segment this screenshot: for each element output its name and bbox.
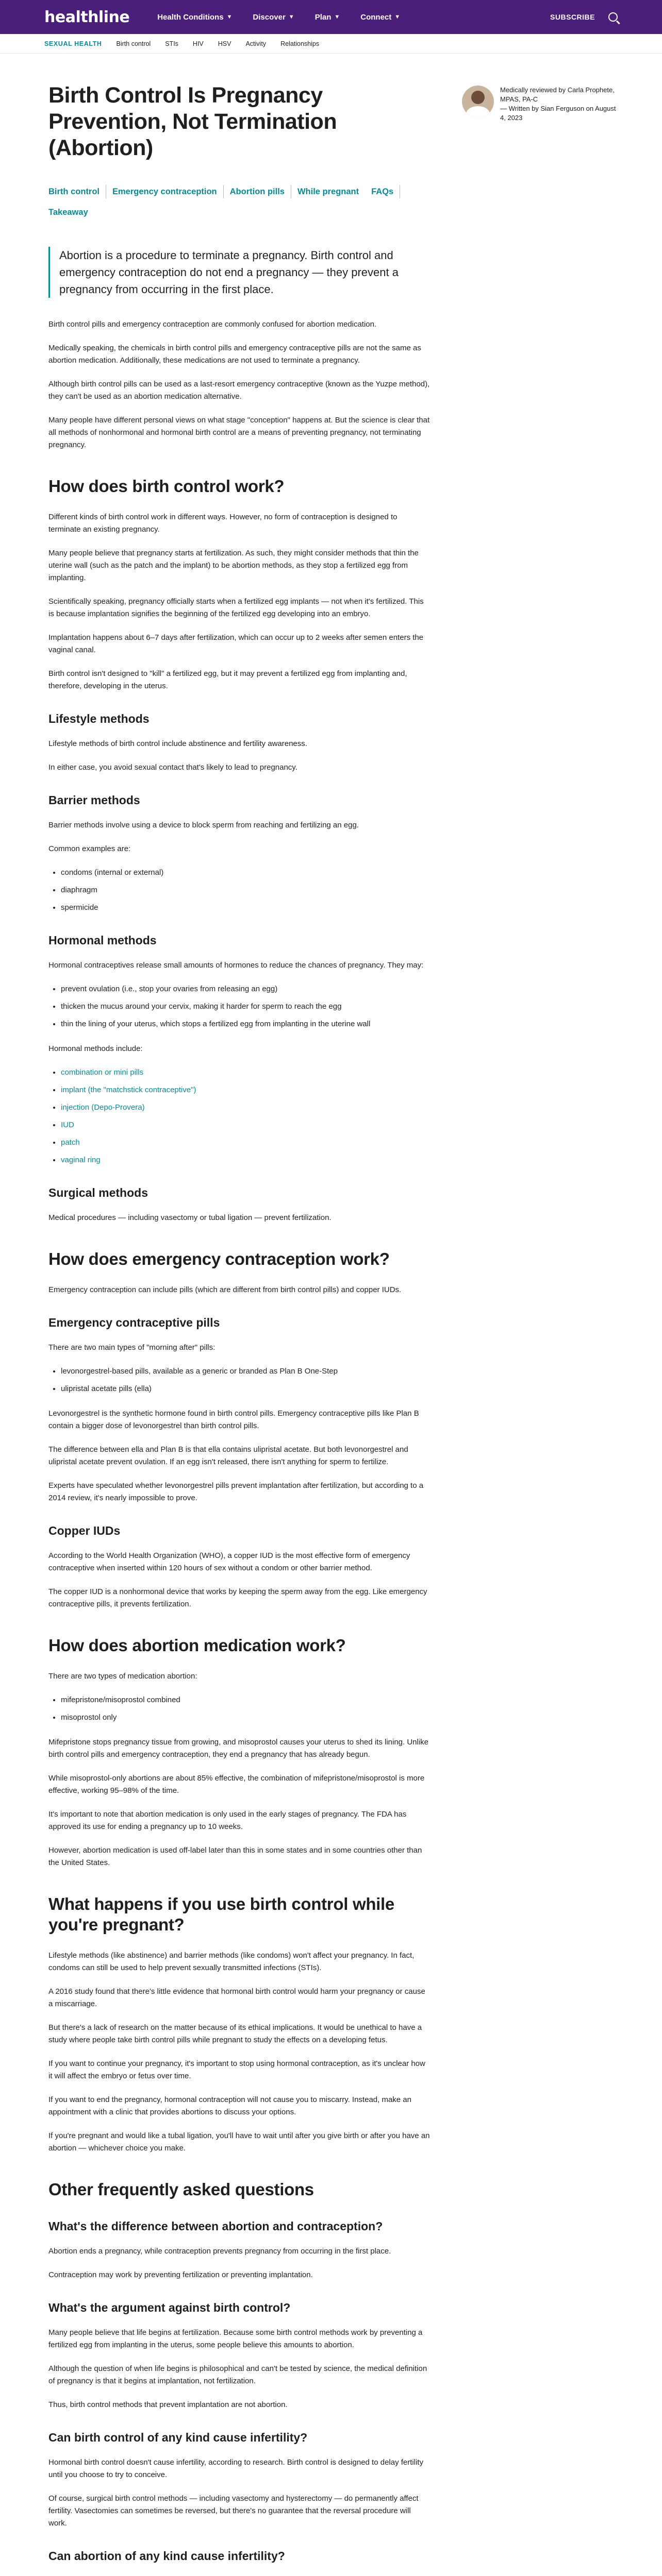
section-heading: How does abortion medication work? — [48, 1636, 346, 1655]
paragraph: Different kinds of birth control work in different ways. However, no form of contraception is designed to terminate an existing pregnancy. — [48, 513, 398, 534]
list-item: • prevent ovulation (i.e., stop your ovaries from releasing an egg) — [61, 983, 430, 995]
subscribe-button[interactable]: SUBSCRIBE — [550, 13, 595, 21]
paragraph: But there's a lack of research on the matter because of its ethical implications. It would be unethical to have a study where people take birth control pills while pregnant to study the effects on a developing fetus. — [48, 2023, 422, 2044]
jump-link-while-pregnant[interactable]: While pregnant — [297, 187, 359, 196]
paragraph: Contraception may work by preventing fertilization or preventing implantation. — [48, 2270, 313, 2279]
paragraph: If you want to end the pregnancy, hormonal contraception will not cause you to miscarry. Instead, make an appointment with a clinic that provides abortions to discuss your options. — [48, 2095, 411, 2116]
bullet-list — [61, 1694, 430, 1724]
list-item[interactable]: • combination or mini pills — [61, 1066, 430, 1079]
jump-links — [48, 185, 430, 226]
bullet-list — [61, 983, 430, 1030]
list-item: • misoprostol only — [61, 1711, 430, 1724]
paragraph: Scientifically speaking, pregnancy officially starts when a fertilized egg implants — not when it's fertilized. This is because implantation signifies the beginning of the fertilized egg developing into an embryo. — [48, 597, 424, 618]
list-item[interactable]: • implant (the "matchstick contraceptive") — [61, 1084, 430, 1096]
list-item[interactable]: • IUD — [61, 1119, 430, 1131]
jump-link-faqs[interactable]: FAQs — [371, 185, 400, 198]
subsection-heading: Copper IUDs — [48, 1524, 121, 1537]
paragraph: According to the World Health Organization (WHO), a copper IUD is the most effective form of emergency contraceptive when inserted within 120 hours of sex without a condom or other barrier method. — [48, 1551, 410, 1572]
jump-link-takeaway[interactable]: Takeaway — [48, 208, 88, 217]
content-wrapper — [0, 54, 662, 2576]
list-item: • levonorgestrel-based pills, available as a generic or branded as Plan B One-Step — [61, 1365, 430, 1378]
faq-question: What's the argument against birth control? — [48, 2301, 291, 2314]
chevron-down-icon: ▼ — [334, 14, 340, 20]
jump-link-abortion-pills[interactable]: Abortion pills — [230, 185, 291, 198]
paragraph: While misoprostol-only abortions are about 85% effective, the combination of mifepristone/misoprostol is more effective, working 95–98% of the time. — [48, 1774, 425, 1795]
paragraph: Experts have speculated whether levonorgestrel pills prevent implantation after fertilization, but according to a 2014 review, it's nearly impossible to prove. — [48, 1481, 424, 1502]
faq-question: What's the difference between abortion and contraception? — [48, 2219, 383, 2233]
page-title: Birth Control Is Pregnancy Prevention, Not Termination (Abortion) — [48, 83, 337, 160]
paragraph: However, abortion medication is used off-label later than this in some states and in some countries other than the United States. — [48, 1846, 422, 1867]
list-item: • thin the lining of your uterus, which stops a fertilized egg from implanting in the uterine wall — [61, 1018, 430, 1030]
subnav-link-relationships[interactable]: Relationships — [280, 40, 320, 47]
paragraph: Medical procedures — including vasectomy or tubal ligation — prevent fertilization. — [48, 1213, 332, 1222]
paragraph: In either case, you avoid sexual contact that's likely to lead to pregnancy. — [48, 763, 297, 772]
reviewer-avatar[interactable] — [462, 86, 494, 117]
paragraph: If you want to continue your pregnancy, it's important to stop using hormonal contraception, as it's unclear how it will affect the embryo or fetus over time. — [48, 2059, 425, 2080]
jump-link-birth-control[interactable]: Birth control — [48, 185, 106, 198]
subsection-heading: Hormonal methods — [48, 934, 157, 947]
chevron-down-icon: ▼ — [226, 14, 233, 20]
jump-link-emergency-contraception[interactable]: Emergency contraception — [112, 185, 224, 198]
paragraph: Although the question of when life begins is philosophical and can't be tested by science, the medical definition of pregnancy is that it begins at implantation, not fertilization. — [48, 2364, 427, 2385]
paragraph: Many people believe that life begins at fertilization. Because some birth control methods work by preventing a fertilized egg from implanting in the uterus, some people believe this amounts to abortion. — [48, 2328, 423, 2349]
subnav-link-activity[interactable]: Activity — [245, 40, 267, 47]
paragraph: Emergency contraception can include pills (which are different from birth control pills) and copper IUDs. — [48, 1285, 402, 1294]
list-item: • condoms (internal or external) — [61, 867, 430, 879]
section-subnav — [0, 34, 662, 54]
subnav-link-stis[interactable]: STIs — [165, 40, 178, 47]
list-item[interactable]: • injection (Depo-Provera) — [61, 1101, 430, 1114]
list-item[interactable]: • patch — [61, 1137, 430, 1149]
paragraph: Many people have different personal views on what stage "conception" happens at. But the science is clear that all methods of nonhormonal and hormonal birth control are a means of preventing pregnancy, not terminating pregnancy. — [48, 416, 430, 449]
author-line[interactable]: — Written by Sian Ferguson on August 4, 2023 — [500, 105, 616, 122]
paragraph: Levonorgestrel is the synthetic hormone found in birth control pills. Emergency contraceptive pills like Plan B contain a bigger dose of levonorgestrel than birth control pills. — [48, 1409, 419, 1430]
bullet-list — [61, 867, 430, 914]
byline — [462, 86, 617, 123]
article-lede: Abortion is a procedure to terminate a pregnancy. Birth control and emergency contraception do not end a pregnancy — they prevent a pregnancy from occurring in the first place. — [48, 247, 430, 298]
list-item: • mifepristone/misoprostol combined — [61, 1694, 430, 1706]
subnav-category[interactable]: SEXUAL HEALTH — [44, 40, 102, 47]
subnav-link-hiv[interactable]: HIV — [192, 40, 204, 47]
nav-health-conditions[interactable]: Health Conditions ▼ — [157, 12, 233, 22]
nav-plan[interactable]: Plan ▼ — [315, 12, 340, 22]
list-item[interactable]: • vaginal ring — [61, 1154, 430, 1166]
bullet-list — [61, 1365, 430, 1395]
paragraph: Although birth control pills can be used as a last-resort emergency contraceptive (known as the Yuzpe method), they can't be used as an abortion medication alternative. — [48, 380, 430, 401]
paragraph: Of course, surgical birth control methods — including vasectomy and hysterectomy — do permanently affect fertility. Vasectomies can sometimes be reversed, but there's no guarantee that the reversal procedure will work. — [48, 2494, 419, 2528]
paragraph: It's important to note that abortion medication is only used in the early stages of pregnancy. The FDA has approved its use for ending a pregnancy up to 10 weeks. — [48, 1810, 407, 1831]
paragraph: There are two types of medication abortion: — [48, 1672, 197, 1681]
paragraph: Lifestyle methods of birth control include abstinence and fertility awareness. — [48, 739, 307, 748]
paragraph: Hormonal contraceptives release small amounts of hormones to reduce the chances of pregnancy. They may: — [48, 961, 424, 970]
paragraph: Abortion ends a pregnancy, while contraception prevents pregnancy from occurring in the first place. — [48, 2247, 391, 2256]
chevron-down-icon: ▼ — [394, 14, 401, 20]
paragraph: Birth control isn't designed to "kill" a fertilized egg, but it may prevent a fertilized egg from implanting and, therefore, developing in the uterus. — [48, 669, 407, 690]
paragraph: Many people believe that pregnancy starts at fertilization. As such, they might consider methods that thin the uterine wall (such as the patch and the implant) to be abortion methods, as they stop a fertilized egg from implanting. — [48, 549, 419, 582]
nav-discover[interactable]: Discover ▼ — [253, 12, 294, 22]
site-logo[interactable]: healthline — [44, 8, 130, 26]
paragraph: There are two main types of "morning after" pills: — [48, 1343, 216, 1352]
paragraph: Medically speaking, the chemicals in birth control pills and emergency contraceptive pills are not the same as abortion medication. Additionally, these medications are not used to terminate a pregnancy. — [48, 344, 421, 365]
paragraph: Barrier methods involve using a device to block sperm from reaching and fertilizing an egg. — [48, 821, 359, 829]
section-heading: What happens if you use birth control while you're pregnant? — [48, 1894, 394, 1934]
article-body — [48, 54, 430, 2576]
reviewer-line[interactable]: Medically reviewed by Carla Prophete, MPAS, PA-C — [500, 86, 615, 103]
paragraph: Birth control pills and emergency contraception are commonly confused for abortion medication. — [48, 320, 377, 329]
nav-connect[interactable]: Connect ▼ — [360, 12, 401, 22]
subsection-heading: Lifestyle methods — [48, 712, 150, 725]
subsection-heading: Emergency contraceptive pills — [48, 1316, 220, 1329]
subnav-link-birth-control[interactable]: Birth control — [116, 40, 151, 47]
top-navigation — [0, 0, 662, 34]
paragraph: Lifestyle methods (like abstinence) and barrier methods (like condoms) won't affect your pregnancy. In fact, condoms can still be used to help prevent sexually transmitted infections (STIs). — [48, 1951, 415, 1972]
paragraph: A 2016 study found that there's little evidence that hormonal birth control would harm your pregnancy or cause a miscarriage. — [48, 1987, 425, 2008]
list-item: • thicken the mucus around your cervix, making it harder for sperm to reach the egg — [61, 1001, 430, 1013]
paragraph: Common examples are: — [48, 844, 131, 853]
section-heading: How does birth control work? — [48, 477, 285, 496]
subnav-link-hsv[interactable]: HSV — [218, 40, 231, 47]
paragraph: The copper IUD is a nonhormonal device that works by keeping the sperm away from the egg. Like emergency contraceptive pills, it prevents fertilization. — [48, 1587, 427, 1608]
paragraph: The difference between ella and Plan B is that ella contains ulipristal acetate. But both levonorgestrel and ulipristal acetate prevent ovulation. If an egg isn't released, there isn't anything for sperm to fertilize. — [48, 1445, 408, 1466]
paragraph: If you're pregnant and would like a tubal ligation, you'll have to wait until after you give birth or after you have an abortion — whichever choice you make. — [48, 2131, 430, 2153]
faq-question: Can birth control of any kind cause infertility? — [48, 2431, 308, 2444]
faq-question: Can abortion of any kind cause infertility? — [48, 2549, 285, 2563]
paragraph: Hormonal birth control doesn't cause infertility, according to research. Birth control is designed to delay fertility until you choose to try to conceive. — [48, 2458, 424, 2479]
section-heading: Other frequently asked questions — [48, 2180, 314, 2199]
chevron-down-icon: ▼ — [288, 14, 294, 20]
section-heading: How does emergency contraception work? — [48, 1249, 390, 1268]
list-item: • ulipristal acetate pills (ella) — [61, 1383, 430, 1395]
subsection-heading: Surgical methods — [48, 1186, 148, 1199]
paragraph: Hormonal methods include: — [48, 1044, 143, 1053]
paragraph: Thus, birth control methods that prevent implantation are not abortion. — [48, 2400, 288, 2409]
paragraph: Mifepristone stops pregnancy tissue from growing, and misoprostol causes your uterus to shed its lining. Unlike birth control pills and emergency contraception, they end a pregnancy that has already begun. — [48, 1738, 429, 1759]
search-icon[interactable] — [608, 12, 618, 22]
list-item: • spermicide — [61, 902, 430, 914]
bullet-list — [61, 1066, 430, 1166]
list-item: • diaphragm — [61, 884, 430, 896]
subsection-heading: Barrier methods — [48, 793, 140, 807]
paragraph: Implantation happens about 6–7 days after fertilization, which can occur up to 2 weeks after semen enters the vaginal canal. — [48, 633, 424, 654]
